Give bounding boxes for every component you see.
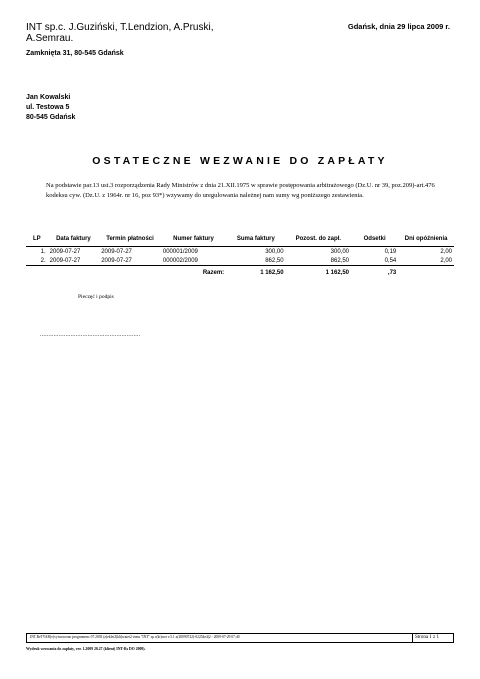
recipient-block xyxy=(26,93,75,123)
total-remaining: 1 162,50 xyxy=(325,269,349,276)
cell-days-late: 2,00 xyxy=(440,248,452,255)
table-header-row xyxy=(26,233,454,247)
cell-invoice-sum: 862,50 xyxy=(226,256,285,266)
document-title: OSTATECZNE WEZWANIE DO ZAPŁATY xyxy=(92,155,388,167)
table-row xyxy=(26,256,454,266)
company-address: Zamknięta 31, 80-545 Gdańsk xyxy=(26,50,124,57)
col-header-lp: LP xyxy=(26,233,48,247)
cell-invoice-sum: 300,00 xyxy=(265,248,284,255)
cell-lp: 1. xyxy=(40,248,46,255)
total-invoice-sum: 1 162,50 xyxy=(260,269,284,276)
recipient-city: 80-545 Gdańsk xyxy=(26,114,76,121)
invoice-table xyxy=(26,233,454,277)
col-header-invoice-date: Data faktury xyxy=(48,233,100,247)
footer-page-number: Strona 1 z 1 xyxy=(415,635,440,640)
cell-due-date: 2009-07-27 xyxy=(99,256,161,266)
place-and-date: Gdańsk, dnia 29 lipca 2009 r. xyxy=(347,22,450,31)
cell-due-date: 2009-07-27 xyxy=(101,248,132,255)
cell-invoice-number: 000001/2009 xyxy=(162,248,198,255)
footer-program-info: INT.ReTVAB(v)vytworzono programem: 07.2003 (z)eklet2(klt)waiet2 vtmu "INT" sp.c(kt)wet v.5.1.x(20090722)-02254e4(2 - 2009-07-29 07:40 xyxy=(30,635,240,639)
signature-line: ........................................................... xyxy=(40,332,141,338)
footer-generated-by: Wydruk wezwania do zapłaty, ver. 1.2009 20.27 (klient) INT-Rs DO 2009). xyxy=(26,647,146,651)
total-interest: ,73 xyxy=(387,269,397,276)
col-header-days-late: Dni opóźnienia xyxy=(398,233,454,247)
table-total-row xyxy=(26,266,454,278)
cell-interest: 0,19 xyxy=(384,248,397,255)
company-name: INT sp.c. J.Guziński, T.Lendzion, A.Pruski, A.Semrau. xyxy=(26,22,214,44)
cell-interest: 0,54 xyxy=(351,256,398,266)
cell-invoice-date: 2009-07-27 xyxy=(49,248,81,255)
col-header-invoice-number: Numer faktury xyxy=(161,233,226,247)
cell-invoice-date: 2009-07-27 xyxy=(48,256,100,266)
col-header-due-date: Termin płatności xyxy=(99,233,161,247)
recipient-street: ul. Testowa 5 xyxy=(26,104,70,111)
legal-basis-text: Na podstawie par.13 ust.3 rozporządzenia Rady Ministrów z dnia 21.XII.1975 w sprawie postępowania arbitrażowego (Dz.U. nr 39, poz.209)-art.476 kodeksu cyw. (Dz.U. z 1964r. nr 16, poz 93*) wzywamy do uregulowania należnej nam sumy wg poniższego zestawienia. xyxy=(46,182,435,199)
recipient-name: Jan Kowalski xyxy=(26,94,71,101)
cell-remaining: 300,00 xyxy=(330,248,349,255)
cell-lp: 2. xyxy=(26,256,48,266)
col-header-invoice-sum: Suma faktury xyxy=(226,233,285,247)
total-label: Razem: xyxy=(202,269,225,276)
cell-remaining: 862,50 xyxy=(286,256,351,266)
footer-divider xyxy=(412,633,413,643)
col-header-interest: Odsetki xyxy=(351,233,398,247)
table-row xyxy=(26,247,454,257)
col-header-remaining: Pozost. do zapł. xyxy=(286,233,351,247)
stamp-and-signature-label: Pieczęć i podpis xyxy=(78,294,114,300)
cell-invoice-number: 000002/2009 xyxy=(161,256,226,266)
cell-days-late: 2,00 xyxy=(398,256,454,266)
